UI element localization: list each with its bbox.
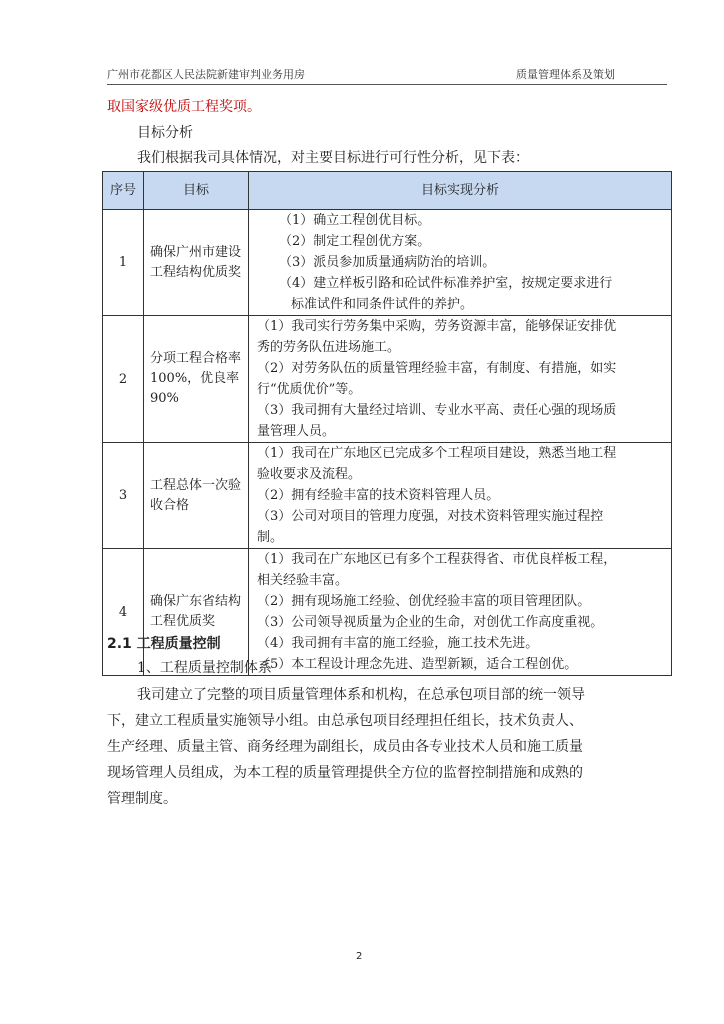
row-no: 4 [103,549,144,676]
analysis-line: （5）本工程设计理念先进、造型新颖，适合工程创优。 [257,657,578,672]
row-goal: 工程总体一次验收合格 [144,443,249,549]
paragraph-line: 现场管理人员组成，为本工程的质量管理提供全方位的监督控制措施和成熟的 [107,765,583,781]
table-row [103,549,672,676]
analysis-line: （2）拥有经验丰富的技术资料管理人员。 [257,488,500,503]
header-no: 序号 [103,172,144,210]
row-analysis [249,443,672,549]
row-goal: 确保广东省结构工程优质奖 [144,549,249,676]
table-row [103,443,672,549]
analysis-line: （1）我司在广东地区已有多个工程获得省、市优良样板工程， [257,552,617,567]
table-row [103,316,672,443]
table-row [103,210,672,316]
analysis-line: 验收要求及流程。 [257,467,362,482]
analysis-line: 量管理人员。 [257,424,336,439]
row-analysis [249,210,672,316]
analysis-line: （2）制定工程创优方案。 [279,234,431,249]
section-subheading: 1、工程质量控制体系 [137,660,272,676]
analysis-line: （4）建立样板引路和砼试件标准养护室，按规定要求进行 [279,276,613,291]
header-rule [107,84,667,85]
paragraph-line: 下，建立工程质量实施领导小组。由总承包项目经理担任组长，技术负责人、 [107,713,583,729]
analysis-line: （3）公司对项目的管理力度强，对技术资料管理实施过程控 [257,509,604,524]
paragraph-line: 我司建立了完整的项目质量管理体系和机构，在总承包项目部的统一领导 [137,687,585,703]
analysis-line: 行“优质优价”等。 [257,382,362,397]
analysis-line: （2）拥有现场施工经验、创优经验丰富的项目管理团队。 [257,594,591,609]
page-header-left: 广州市花都区人民法院新建审判业务用房 [107,68,305,81]
analysis-line: 秀的劳务队伍进场施工。 [257,340,401,355]
goal-analysis-table [102,171,672,676]
row-no: 2 [103,316,144,443]
analysis-line: （1）我司在广东地区已完成多个工程项目建设，熟悉当地工程 [257,446,617,461]
row-goal: 确保广州市建设工程结构优质奖 [144,210,249,316]
analysis-line: （1）我司实行劳务集中采购，劳务资源丰富，能够保证安排优 [257,319,617,334]
table-header-row [103,172,672,210]
analysis-line: （3）派员参加质量通病防治的培训。 [279,255,496,270]
analysis-line: 制。 [257,530,284,545]
analysis-line: （1）确立工程创优目标。 [279,213,431,228]
analysis-line: 标准试件和同条件试件的养护。 [291,297,474,312]
row-no: 3 [103,443,144,549]
row-goal: 分项工程合格率100%，优良率90% [144,316,249,443]
row-analysis [249,316,672,443]
analysis-line: （4）我司拥有丰富的施工经验，施工技术先进。 [257,636,539,651]
row-analysis [249,549,672,676]
analysis-line: （2）对劳务队伍的质量管理经验丰富，有制度、有措施，如实 [257,361,617,376]
page-header-right: 质量管理体系及策划 [516,68,615,81]
analysis-line: （3）公司领导视质量为企业的生命，对创优工作高度重视。 [257,615,604,630]
analysis-line: （3）我司拥有大量经过培训、专业水平高、责任心强的现场质 [257,403,617,418]
intro-red-line: 取国家级优质工程奖项。 [107,99,261,115]
header-goal: 目标 [144,172,249,210]
intro-heading: 目标分析 [137,125,193,141]
page-number: 2 [356,951,363,962]
section-title: 2.1 工程质量控制 [107,636,221,652]
intro-lead: 我们根据我司具体情况，对主要目标进行可行性分析，见下表： [137,150,529,166]
row-no: 1 [103,210,144,316]
paragraph-line: 生产经理、质量主管、商务经理为副组长，成员由各专业技术人员和施工质量 [107,739,583,755]
analysis-line: 相关经验丰富。 [257,573,349,588]
paragraph-line: 管理制度。 [107,791,177,807]
header-analysis: 目标实现分析 [249,172,672,210]
